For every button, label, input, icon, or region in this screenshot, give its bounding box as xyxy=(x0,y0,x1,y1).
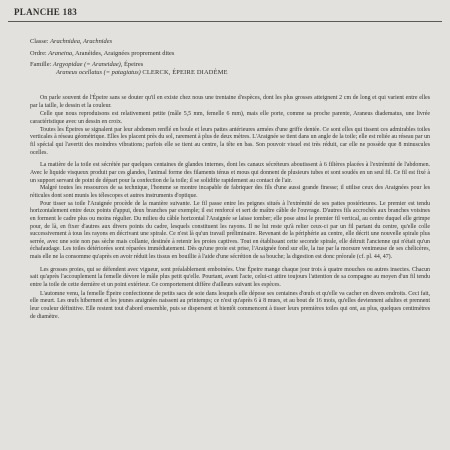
plate-number: PLANCHE 183 xyxy=(14,7,78,17)
species-paren: (= patagiatus) xyxy=(103,68,141,76)
famille-label: Famille: xyxy=(30,61,52,69)
paragraph: L'automne venu, la femelle Épeire confectionne de petits sacs de soie dans lesquels elle dépose ses centaines d'œufs et qu'elle va cacher en divers endroits. Ceci fait, elle meurt. Les œufs hibernent et les jeunes araignées naissent au printemps; ce n'est qu'après 6 à 8 mues, et au bout de 16 mois, qu'elles deviennent adultes et prennent leur couleur définitive. Elle restent tout d'abord ensemble, puis se dispersent et bientôt commencent à tisser leurs premières toiles qui ont, au plus, quelques centimètres de diamètre. xyxy=(30,290,430,320)
famille-row xyxy=(30,61,430,69)
body-text xyxy=(30,95,430,321)
paragraph: Celle que nous reproduisons est relativement petite (mâle 5,5 mm, femelle 6 mm), mais elle porte, comme sa proche parente, Araneus diadematus, une livrée caractéristique avec un dessin en croix. xyxy=(30,111,430,125)
paragraph: Les grosses proies, qui se défendent avec vigueur, sont préalablement emboinées. Une Épeire mange chaque jour trois à quatre mouches ou autres insectes. Chacun sait qu'après l'accouplement la femelle dévore le mâle plus petit qu'elle. Pourtant, avant l'acte, celui-ci attire toujours l'attention de sa compagne au moyen d'un fil tendu entre la toile de cette dernière et un point extérieur. Ce comportement diffère d'ailleurs suivant les espèces. xyxy=(30,266,430,289)
classe-row xyxy=(30,38,430,46)
species-common-name: ÉPEIRE DIADÈME xyxy=(172,68,228,76)
ordre-value: Aranéides, Araignées proprement dites xyxy=(74,49,175,57)
ordre-row xyxy=(30,50,430,58)
species-row xyxy=(30,69,430,77)
paragraph: On parle souvent de l'Épeire sans se douter qu'il en existe chez nous une trentaine d'espèces, dont les plus grosses atteignent 2 cm de long et qui varient entre elles par la taille, le dessin et la couleur. xyxy=(30,95,430,109)
header-rule xyxy=(8,21,442,22)
species-sci: Araneus ocellatus xyxy=(56,68,102,76)
paragraph: Malgré toutes les ressources de sa technique, l'homme se montre incapable de fabriquer des fils d'une aussi grande finesse; il utilise ceux des Araignées pour les réticules dont sont munis les télescopes et autres instruments d'optique. xyxy=(30,185,430,199)
species-author: CLERCK, xyxy=(142,68,171,76)
classe-value: Arachnidea, Arachnides xyxy=(50,38,113,45)
famille-sci: Argyopidae xyxy=(52,61,83,69)
ordre-label: Ordre: xyxy=(30,49,47,57)
paragraph: La matière de la toile est sécrétée par quelques centaines de glandes internes, dont les canaux sécréteurs aboutissent à 6 filières placées à l'extrémité de l'abdomen. Avec le liquide visqueux produit par ces glandes, l'animal forme des filaments ténus et mous qui donnent de plusieurs tubes et sont soudés en un seul fil. Ce fil est fixé à un support servant de point de départ pour la confection de la toile; il se solidifie rapidement au contact de l'air. xyxy=(30,162,430,184)
famille-value: Épeires xyxy=(124,61,144,69)
paragraph: Pour tisser sa toile l'Araignée procède de la manière suivante. Le fil passe entre les peignes situés à l'extrémité de ses pattes postérieures. Le premier est tendu horizontalement entre deux points d'appui, deux branches par exemple; il est renforcé et sert de maître câble de l'ouvrage. D'autres fils accrochés aux branches voisines en forment le cadre plus ou moins régulier. Du milieu du câble horizontal l'Araignée se laisse tomber; elle pose ainsi le premier fil vertical, au centre duquel elle grimpe pour, de là, en fixer d'autres aux divers points du cadre, lesquels constituent les rayons. Il ne lui reste qu'à relier ceux-ci par un fil partant du centre, qu'elle colle successivement à tous les rayons en décrivant une spirale. Ce n'est là qu'un travail préliminaire. Revenant de la périphérie au centre, elle décrit une nouvelle spirale plus serrée, avec une soie non pas sèche mais collante, destinée à retenir les proies captives. Tout en établissant cette seconde spirale, elle détruit l'ancienne qui n'était qu'un échafaudage. Les toiles détériorées sont réparées immédiatement. Dès qu'une proie est prise, l'Araignée fond sur elle, la tue par la morsure venimeuse de ses chélicères, mais elle ne la consomme qu'après en avoir réduit les tissus en bouillie à l'aide d'une sécrétion de sa bouche; la digestion est donc préorale (cf. pl. 44, 47). xyxy=(30,200,430,261)
ordre-sci: Araneina, xyxy=(48,49,74,57)
paragraph: Toutes les Épeires se signalent par leur abdomen renflé en boule et leurs pattes antérieures armées d'une griffe dentée. Ce sont elles qui tissent ces admirables toiles verticales à réseau géométrique. Elles les placent près du sol, rarement à plus de deux mètres. L'Araignée se tient dans un angle de la toile; elle est reliée au réseau par un fil spécial qui l'avertit des moindres vibrations; parfois elle se tient au centre, la tête en bas. Son pouvoir visuel est très réduit, car elle ne possède que 8 minuscules ocelles. xyxy=(30,126,430,156)
famille-paren: (= Araneidae), xyxy=(84,61,123,69)
classe-label: Classe: xyxy=(30,38,49,45)
classification-block xyxy=(30,38,430,80)
